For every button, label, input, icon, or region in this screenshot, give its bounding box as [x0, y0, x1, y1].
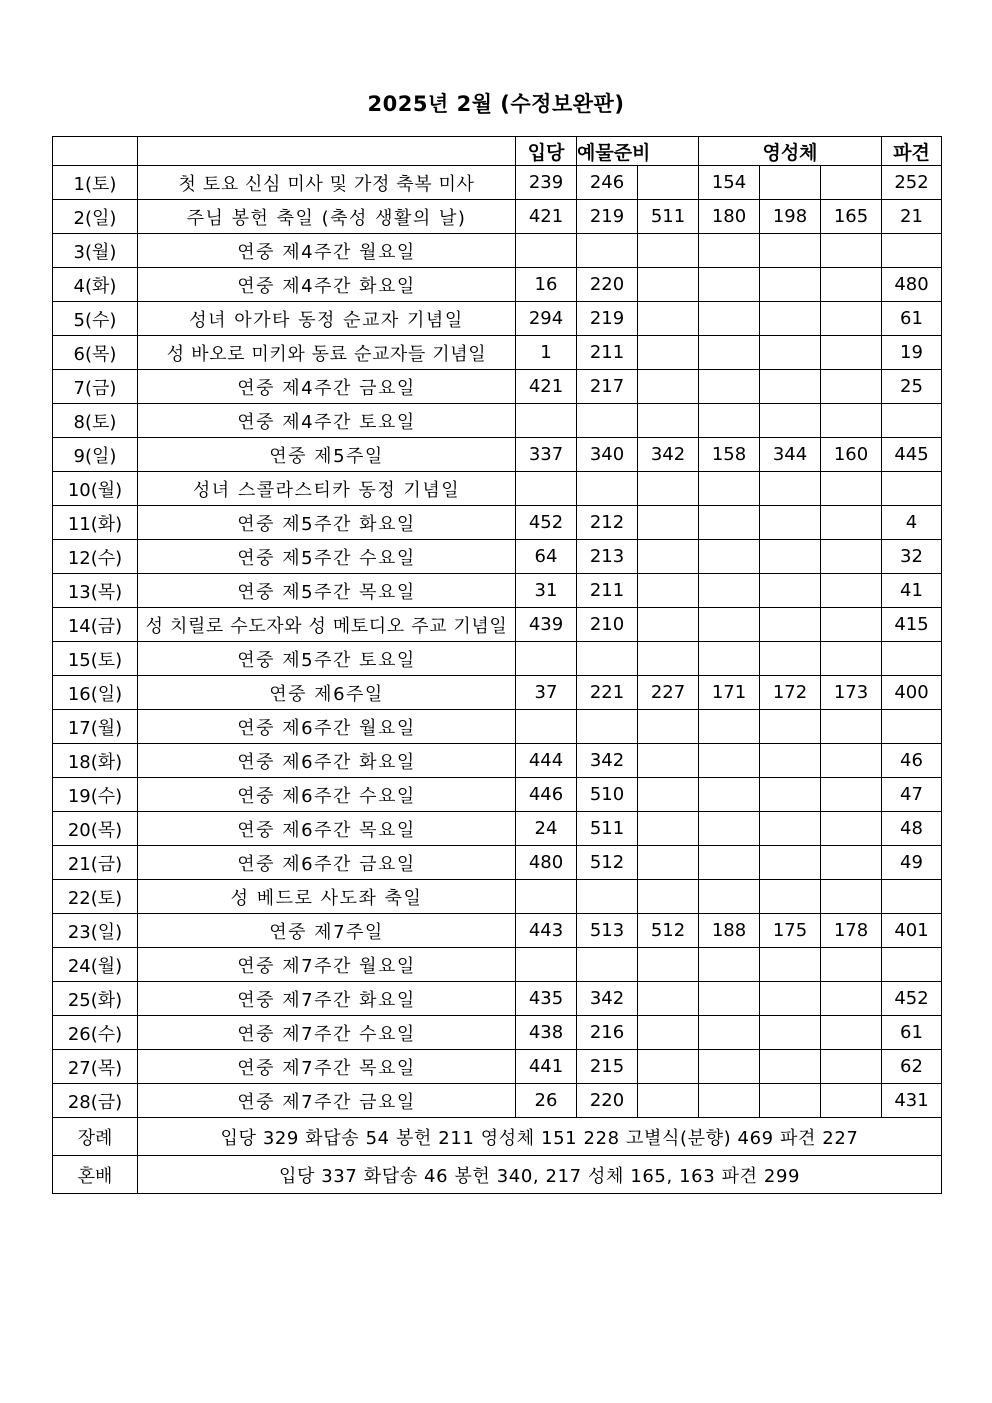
row-entrance: 1 — [516, 336, 577, 370]
row-offertory-1: 511 — [577, 812, 638, 846]
row-offertory-2 — [638, 302, 699, 336]
row-communion-3: 160 — [821, 438, 882, 472]
row-communion-2 — [760, 948, 821, 982]
header-entrance: 입당 — [516, 137, 577, 166]
row-entrance: 480 — [516, 846, 577, 880]
row-offertory-1: 219 — [577, 200, 638, 234]
row-offertory-2 — [638, 744, 699, 778]
row-offertory-1: 211 — [577, 574, 638, 608]
header-communion: 영성체 — [760, 137, 821, 166]
row-date: 19(수) — [53, 778, 138, 812]
row-date: 6(목) — [53, 336, 138, 370]
row-communion-3 — [821, 506, 882, 540]
row-offertory-1: 221 — [577, 676, 638, 710]
row-communion-1 — [699, 370, 760, 404]
table-row — [53, 676, 942, 710]
table-row — [53, 1050, 942, 1084]
row-offertory-1: 210 — [577, 608, 638, 642]
row-offertory-1 — [577, 404, 638, 438]
row-communion-1: 158 — [699, 438, 760, 472]
row-dismissal: 61 — [882, 1016, 942, 1050]
row-date: 22(토) — [53, 880, 138, 914]
row-communion-2: 175 — [760, 914, 821, 948]
footer-row — [53, 1118, 942, 1156]
row-communion-1 — [699, 336, 760, 370]
row-offertory-1 — [577, 642, 638, 676]
row-dismissal — [882, 234, 942, 268]
row-feast: 성 바오로 미키와 동료 순교자들 기념일 — [138, 336, 516, 370]
table-row — [53, 880, 942, 914]
row-communion-3 — [821, 540, 882, 574]
table-row — [53, 1016, 942, 1050]
row-date: 1(토) — [53, 166, 138, 200]
row-communion-1 — [699, 1084, 760, 1118]
row-date: 10(월) — [53, 472, 138, 506]
row-communion-1 — [699, 778, 760, 812]
table-row — [53, 268, 942, 302]
row-communion-3 — [821, 846, 882, 880]
row-entrance: 443 — [516, 914, 577, 948]
table-row — [53, 540, 942, 574]
row-feast: 연중 제4주간 금요일 — [138, 370, 516, 404]
row-offertory-1: 219 — [577, 302, 638, 336]
row-offertory-2 — [638, 166, 699, 200]
row-date: 21(금) — [53, 846, 138, 880]
row-communion-2 — [760, 1084, 821, 1118]
row-communion-3 — [821, 982, 882, 1016]
row-entrance — [516, 472, 577, 506]
table-row — [53, 336, 942, 370]
row-communion-1: 180 — [699, 200, 760, 234]
row-offertory-1 — [577, 234, 638, 268]
row-entrance: 239 — [516, 166, 577, 200]
row-dismissal — [882, 472, 942, 506]
row-date: 18(화) — [53, 744, 138, 778]
row-communion-2 — [760, 234, 821, 268]
row-feast: 연중 제5주간 수요일 — [138, 540, 516, 574]
row-communion-2: 344 — [760, 438, 821, 472]
row-communion-1 — [699, 948, 760, 982]
row-communion-2: 198 — [760, 200, 821, 234]
header-offertory: 예물준비 — [577, 137, 638, 166]
row-communion-3 — [821, 642, 882, 676]
row-entrance: 438 — [516, 1016, 577, 1050]
row-communion-2 — [760, 302, 821, 336]
row-communion-3: 173 — [821, 676, 882, 710]
row-offertory-2 — [638, 540, 699, 574]
row-dismissal: 61 — [882, 302, 942, 336]
row-offertory-2: 511 — [638, 200, 699, 234]
row-communion-2 — [760, 982, 821, 1016]
row-communion-2: 172 — [760, 676, 821, 710]
row-communion-1: 154 — [699, 166, 760, 200]
row-offertory-1 — [577, 880, 638, 914]
row-offertory-2 — [638, 574, 699, 608]
row-offertory-2 — [638, 404, 699, 438]
row-dismissal — [882, 710, 942, 744]
table-row — [53, 370, 942, 404]
row-offertory-1 — [577, 472, 638, 506]
row-offertory-1: 217 — [577, 370, 638, 404]
row-offertory-1: 213 — [577, 540, 638, 574]
row-entrance — [516, 234, 577, 268]
row-dismissal: 62 — [882, 1050, 942, 1084]
row-offertory-1: 220 — [577, 268, 638, 302]
table-row — [53, 642, 942, 676]
row-entrance: 439 — [516, 608, 577, 642]
row-date: 12(수) — [53, 540, 138, 574]
row-dismissal: 431 — [882, 1084, 942, 1118]
row-dismissal: 41 — [882, 574, 942, 608]
row-dismissal: 252 — [882, 166, 942, 200]
table-row — [53, 948, 942, 982]
row-feast: 성녀 스콜라스티카 동정 기념일 — [138, 472, 516, 506]
row-communion-3 — [821, 166, 882, 200]
row-communion-2 — [760, 472, 821, 506]
row-communion-3 — [821, 472, 882, 506]
row-date: 3(월) — [53, 234, 138, 268]
table-row — [53, 574, 942, 608]
row-date: 24(월) — [53, 948, 138, 982]
row-feast: 연중 제7주간 목요일 — [138, 1050, 516, 1084]
row-entrance — [516, 880, 577, 914]
row-offertory-1: 212 — [577, 506, 638, 540]
row-entrance: 37 — [516, 676, 577, 710]
row-offertory-2 — [638, 1084, 699, 1118]
table-row — [53, 710, 942, 744]
row-offertory-2 — [638, 880, 699, 914]
row-feast: 연중 제6주간 금요일 — [138, 846, 516, 880]
row-communion-2 — [760, 1016, 821, 1050]
row-dismissal — [882, 642, 942, 676]
row-dismissal — [882, 948, 942, 982]
row-offertory-2 — [638, 710, 699, 744]
row-dismissal: 46 — [882, 744, 942, 778]
row-offertory-2 — [638, 778, 699, 812]
row-feast: 연중 제6주간 수요일 — [138, 778, 516, 812]
row-communion-3 — [821, 880, 882, 914]
table-row — [53, 812, 942, 846]
row-date: 13(목) — [53, 574, 138, 608]
header-communion-spacer-right — [821, 137, 882, 166]
row-communion-3 — [821, 336, 882, 370]
row-feast: 연중 제4주간 토요일 — [138, 404, 516, 438]
row-communion-2 — [760, 846, 821, 880]
row-offertory-2: 512 — [638, 914, 699, 948]
table-row — [53, 1084, 942, 1118]
row-date: 16(일) — [53, 676, 138, 710]
header-date — [53, 137, 138, 166]
row-offertory-1: 220 — [577, 1084, 638, 1118]
row-date: 5(수) — [53, 302, 138, 336]
row-feast: 성 베드로 사도좌 축일 — [138, 880, 516, 914]
row-dismissal: 49 — [882, 846, 942, 880]
row-entrance: 421 — [516, 370, 577, 404]
table-row — [53, 200, 942, 234]
footer-label: 혼배 — [53, 1156, 138, 1194]
row-offertory-1: 215 — [577, 1050, 638, 1084]
table-row — [53, 472, 942, 506]
row-feast: 연중 제5주간 목요일 — [138, 574, 516, 608]
table-row — [53, 166, 942, 200]
row-offertory-1: 512 — [577, 846, 638, 880]
row-communion-3 — [821, 370, 882, 404]
row-offertory-2 — [638, 268, 699, 302]
row-entrance: 435 — [516, 982, 577, 1016]
row-offertory-1: 513 — [577, 914, 638, 948]
row-offertory-2 — [638, 370, 699, 404]
row-entrance: 421 — [516, 200, 577, 234]
row-date: 23(일) — [53, 914, 138, 948]
row-communion-2 — [760, 812, 821, 846]
row-communion-1: 171 — [699, 676, 760, 710]
row-communion-2 — [760, 778, 821, 812]
row-feast: 연중 제5주간 토요일 — [138, 642, 516, 676]
row-communion-1 — [699, 540, 760, 574]
row-date: 11(화) — [53, 506, 138, 540]
row-communion-2 — [760, 268, 821, 302]
row-dismissal: 21 — [882, 200, 942, 234]
table-row — [53, 608, 942, 642]
row-dismissal — [882, 404, 942, 438]
row-feast: 성녀 아가타 동정 순교자 기념일 — [138, 302, 516, 336]
row-date: 15(토) — [53, 642, 138, 676]
row-date: 26(수) — [53, 1016, 138, 1050]
row-dismissal: 47 — [882, 778, 942, 812]
row-offertory-1: 342 — [577, 744, 638, 778]
row-offertory-2 — [638, 982, 699, 1016]
row-dismissal: 445 — [882, 438, 942, 472]
row-feast: 연중 제4주간 화요일 — [138, 268, 516, 302]
row-communion-3 — [821, 1084, 882, 1118]
row-communion-3 — [821, 574, 882, 608]
row-offertory-2 — [638, 642, 699, 676]
row-offertory-1 — [577, 710, 638, 744]
row-offertory-1: 216 — [577, 1016, 638, 1050]
row-feast: 연중 제6주간 목요일 — [138, 812, 516, 846]
row-offertory-2: 227 — [638, 676, 699, 710]
row-entrance: 24 — [516, 812, 577, 846]
row-offertory-2 — [638, 948, 699, 982]
header-feast — [138, 137, 516, 166]
row-feast: 연중 제7주간 화요일 — [138, 982, 516, 1016]
row-communion-3 — [821, 1016, 882, 1050]
row-communion-2 — [760, 710, 821, 744]
row-entrance: 452 — [516, 506, 577, 540]
row-communion-2 — [760, 506, 821, 540]
row-communion-3 — [821, 710, 882, 744]
row-date: 27(목) — [53, 1050, 138, 1084]
row-offertory-2 — [638, 472, 699, 506]
row-feast: 연중 제6주간 화요일 — [138, 744, 516, 778]
row-offertory-1: 246 — [577, 166, 638, 200]
table-row — [53, 438, 942, 472]
row-communion-2 — [760, 336, 821, 370]
row-communion-1 — [699, 404, 760, 438]
row-dismissal: 480 — [882, 268, 942, 302]
row-feast: 연중 제5주일 — [138, 438, 516, 472]
table-row — [53, 506, 942, 540]
row-date: 4(화) — [53, 268, 138, 302]
table-header-row — [53, 137, 942, 166]
row-communion-1 — [699, 812, 760, 846]
row-feast: 연중 제7주간 금요일 — [138, 1084, 516, 1118]
row-entrance: 31 — [516, 574, 577, 608]
row-communion-2 — [760, 642, 821, 676]
row-communion-1 — [699, 472, 760, 506]
row-date: 9(일) — [53, 438, 138, 472]
row-communion-3: 165 — [821, 200, 882, 234]
row-feast: 주님 봉헌 축일 (축성 생활의 날) — [138, 200, 516, 234]
table-row — [53, 404, 942, 438]
row-communion-2 — [760, 744, 821, 778]
row-offertory-2 — [638, 1016, 699, 1050]
row-communion-1 — [699, 1050, 760, 1084]
footer-text: 입당 337 화답송 46 봉헌 340, 217 성체 165, 163 파견 299 — [138, 1156, 942, 1194]
row-communion-2 — [760, 166, 821, 200]
row-dismissal: 25 — [882, 370, 942, 404]
row-communion-2 — [760, 608, 821, 642]
row-communion-3 — [821, 404, 882, 438]
footer-row — [53, 1156, 942, 1194]
row-communion-3 — [821, 268, 882, 302]
footer-label: 장례 — [53, 1118, 138, 1156]
row-entrance: 16 — [516, 268, 577, 302]
row-entrance — [516, 404, 577, 438]
row-offertory-1: 342 — [577, 982, 638, 1016]
header-dismissal: 파견 — [882, 137, 942, 166]
row-feast: 첫 토요 신심 미사 및 가정 축복 미사 — [138, 166, 516, 200]
hymn-schedule-table — [52, 136, 942, 1194]
table-row — [53, 914, 942, 948]
row-offertory-1: 211 — [577, 336, 638, 370]
row-offertory-2 — [638, 506, 699, 540]
table-row — [53, 234, 942, 268]
row-dismissal: 48 — [882, 812, 942, 846]
row-communion-2 — [760, 370, 821, 404]
row-date: 2(일) — [53, 200, 138, 234]
row-communion-3 — [821, 812, 882, 846]
row-feast: 연중 제7주간 월요일 — [138, 948, 516, 982]
row-date: 14(금) — [53, 608, 138, 642]
row-entrance — [516, 710, 577, 744]
row-entrance — [516, 948, 577, 982]
row-feast: 성 치릴로 수도자와 성 메토디오 주교 기념일 — [138, 608, 516, 642]
table-row — [53, 302, 942, 336]
row-entrance: 26 — [516, 1084, 577, 1118]
row-date: 25(화) — [53, 982, 138, 1016]
row-entrance: 444 — [516, 744, 577, 778]
row-entrance: 294 — [516, 302, 577, 336]
row-date: 17(월) — [53, 710, 138, 744]
row-offertory-2 — [638, 812, 699, 846]
row-entrance: 446 — [516, 778, 577, 812]
row-dismissal: 401 — [882, 914, 942, 948]
row-communion-3 — [821, 778, 882, 812]
row-offertory-2 — [638, 234, 699, 268]
row-communion-1 — [699, 1016, 760, 1050]
row-dismissal — [882, 880, 942, 914]
row-date: 28(금) — [53, 1084, 138, 1118]
row-communion-1 — [699, 608, 760, 642]
row-communion-2 — [760, 880, 821, 914]
table-row — [53, 982, 942, 1016]
row-communion-1 — [699, 506, 760, 540]
row-communion-1 — [699, 642, 760, 676]
row-offertory-2 — [638, 608, 699, 642]
row-offertory-1: 340 — [577, 438, 638, 472]
row-offertory-2 — [638, 336, 699, 370]
row-communion-3: 178 — [821, 914, 882, 948]
row-offertory-1 — [577, 948, 638, 982]
row-communion-3 — [821, 744, 882, 778]
row-offertory-2 — [638, 1050, 699, 1084]
row-offertory-1: 510 — [577, 778, 638, 812]
row-dismissal: 452 — [882, 982, 942, 1016]
row-communion-2 — [760, 404, 821, 438]
row-entrance: 441 — [516, 1050, 577, 1084]
row-communion-1: 188 — [699, 914, 760, 948]
row-communion-1 — [699, 574, 760, 608]
row-communion-2 — [760, 540, 821, 574]
row-offertory-2: 342 — [638, 438, 699, 472]
row-dismissal: 400 — [882, 676, 942, 710]
row-communion-3 — [821, 608, 882, 642]
row-communion-1 — [699, 880, 760, 914]
row-feast: 연중 제5주간 화요일 — [138, 506, 516, 540]
row-dismissal: 4 — [882, 506, 942, 540]
table-row — [53, 744, 942, 778]
row-communion-1 — [699, 846, 760, 880]
table-row — [53, 846, 942, 880]
row-entrance: 337 — [516, 438, 577, 472]
row-feast: 연중 제7주일 — [138, 914, 516, 948]
row-dismissal: 415 — [882, 608, 942, 642]
row-feast: 연중 제6주간 월요일 — [138, 710, 516, 744]
row-feast: 연중 제4주간 월요일 — [138, 234, 516, 268]
row-communion-1 — [699, 744, 760, 778]
row-feast: 연중 제7주간 수요일 — [138, 1016, 516, 1050]
row-communion-3 — [821, 1050, 882, 1084]
row-communion-1 — [699, 234, 760, 268]
row-communion-1 — [699, 302, 760, 336]
table-row — [53, 778, 942, 812]
row-date: 8(토) — [53, 404, 138, 438]
row-date: 20(목) — [53, 812, 138, 846]
row-communion-1 — [699, 268, 760, 302]
row-communion-3 — [821, 234, 882, 268]
row-offertory-2 — [638, 846, 699, 880]
row-communion-1 — [699, 982, 760, 1016]
row-entrance — [516, 642, 577, 676]
row-communion-1 — [699, 710, 760, 744]
row-dismissal: 19 — [882, 336, 942, 370]
page-title: 2025년 2월 (수정보완판) — [367, 92, 625, 116]
row-date: 7(금) — [53, 370, 138, 404]
row-communion-2 — [760, 574, 821, 608]
header-communion-spacer-left — [699, 137, 760, 166]
footer-text: 입당 329 화답송 54 봉헌 211 영성체 151 228 고별식(분향) 469 파견 227 — [138, 1118, 942, 1156]
row-entrance: 64 — [516, 540, 577, 574]
row-dismissal: 32 — [882, 540, 942, 574]
row-communion-3 — [821, 302, 882, 336]
row-communion-2 — [760, 1050, 821, 1084]
row-feast: 연중 제6주일 — [138, 676, 516, 710]
row-communion-3 — [821, 948, 882, 982]
